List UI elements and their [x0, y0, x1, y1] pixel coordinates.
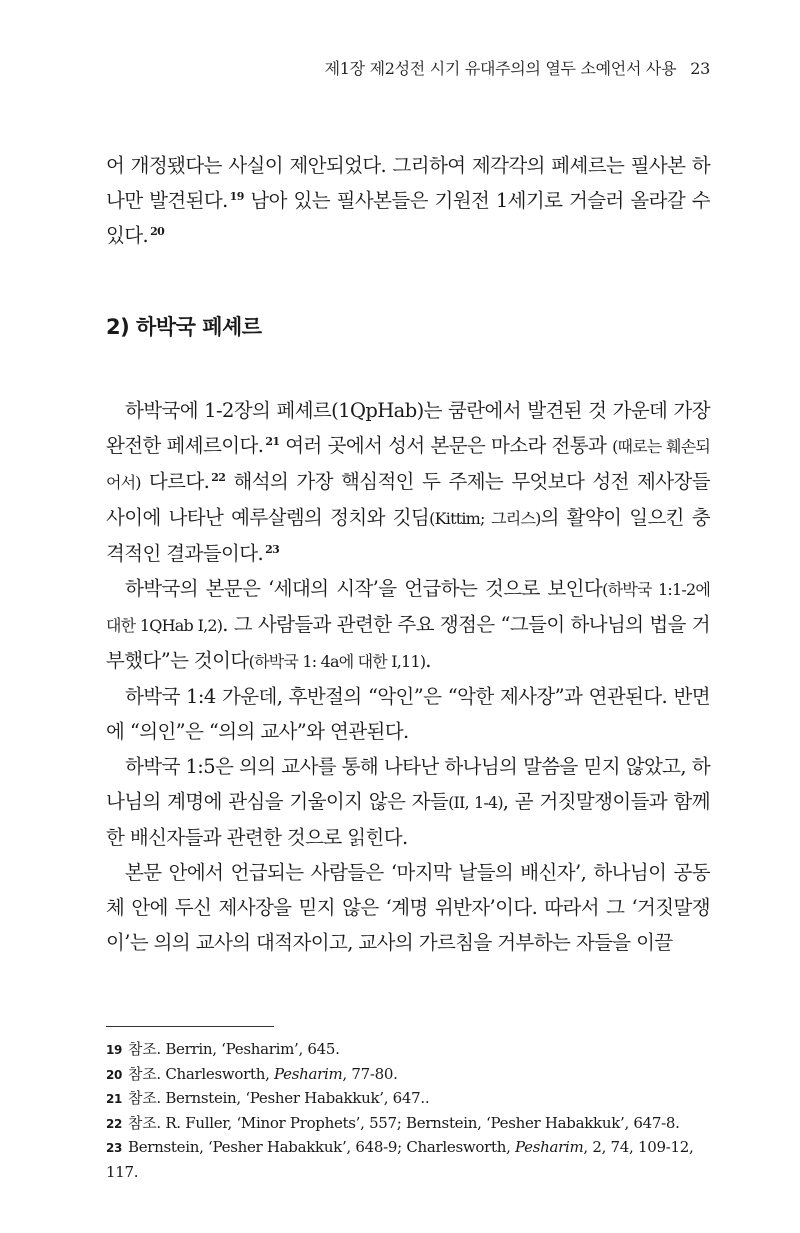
footnote-ref-23[interactable]: 23	[265, 542, 280, 556]
footnote-23	[106, 1136, 726, 1184]
p2-text-2: 여러 곳에서 성서 본문은 마소라 전통과	[279, 434, 613, 457]
paragraph-1	[106, 148, 710, 253]
footnote-divider	[106, 1026, 274, 1027]
p2-text-1: 하박국에 1-2장의 페셰르(1QpHab)는 쿰란에서 발견된 것 가운데 가장 완전한 페셰르이다.	[106, 399, 710, 457]
p1-text-1: 어 개정됐다는 사실이 제안되었다. 그리하여 제각각의 페셰르는 필사본 하나만 발견된다.	[106, 154, 710, 212]
p5-text-2: , 곧 거짓말쟁이들과 함께한 배신자들과 관련한 것으로 읽힌다.	[106, 790, 710, 849]
footnote-ref-19[interactable]: 19	[229, 189, 244, 203]
paragraph-3	[106, 571, 710, 679]
p3-small-2: (하박국 1: 4a에 대한 I,11)	[248, 652, 426, 671]
footnote-19	[106, 1038, 726, 1063]
p3-small-1: (하박국 1:1-2에 대한 1QHab I,2)	[106, 580, 710, 635]
page-number: 23	[690, 59, 710, 78]
p1-text-2: 남아 있는 필사본들은 기원전 1세기로 거슬러 올라갈 수 있다.	[106, 189, 710, 247]
footnote-number: 23	[106, 1141, 123, 1155]
footnotes	[106, 1038, 726, 1184]
footnote-text-tail: , 77-80.	[342, 1064, 398, 1083]
p5-small-1: (II, 1-4)	[448, 793, 503, 812]
footnote-text: 참조. Charlesworth,	[128, 1064, 275, 1083]
p2-small-1: (때로는 훼손되어서)	[106, 437, 711, 492]
footnote-number: 22	[106, 1116, 123, 1131]
footnote-ref-22[interactable]: 22	[211, 470, 226, 484]
paragraph-6	[106, 855, 710, 960]
footnote-text-tail: , 2, 74, 109-12, 117.	[106, 1138, 694, 1181]
body-text	[106, 148, 710, 960]
p5-text-1: 하박국 1:5은 의의 교사를 통해 나타난 하나님의 말씀을 믿지 않았고, 하나님의 계명에 관심을 기울이지 않은 자들	[106, 755, 710, 813]
footnote-text: Bernstein, ‘Pesher Habakkuk’, 648-9; Charlesworth,	[128, 1138, 516, 1156]
paragraph-2	[106, 393, 710, 571]
footnote-italic-title: Pesharim	[274, 1064, 343, 1083]
running-header	[325, 56, 710, 79]
paragraph-5	[106, 749, 710, 855]
p2-text-5: 의 활약이 일으킨 충격적인 결과들이다.	[106, 506, 711, 565]
footnote-text: 참조. Berrin, ‘Pesharim’, 645.	[128, 1040, 340, 1058]
p3-text-1: 하박국의 본문은 ‘세대의 시작’을 언급하는 것으로 보인다	[125, 577, 603, 600]
p3-text-2: . 그 사람들과 관련한 주요 쟁점은 “그들이 하나님의 법을 거부했다”는 것이다	[106, 613, 711, 672]
footnote-20	[106, 1063, 726, 1088]
footnote-21	[106, 1087, 726, 1112]
footnote-italic-title: Pesharim	[515, 1138, 584, 1156]
p4-text-1: 하박국 1:4 가운데, 후반절의 “악인”은 “악한 제사장”과 연관된다. 반면에 “의인”은 “의의 교사”와 연관된다.	[106, 685, 710, 743]
p2-small-2: (Kittim; 그리스)	[429, 509, 541, 528]
footnote-number: 21	[106, 1092, 123, 1106]
footnote-number: 20	[106, 1067, 123, 1082]
p2-text-3: 다르다.	[140, 470, 210, 493]
chapter-title: 제1장 제2성전 시기 유대주의의 열두 소예언서 사용	[324, 59, 677, 78]
footnote-22	[106, 1112, 726, 1137]
paragraph-4	[106, 679, 710, 749]
footnote-number: 19	[106, 1043, 123, 1057]
p2-text-4: 해석의 가장 핵심적인 두 주제는 무엇보다 성전 제사장들 사이에 나타난 예루살렘의 정치와 깃딤	[106, 470, 710, 529]
p6-text-1: 본문 안에서 언급되는 사람들은 ‘마지막 날들의 배신자’, 하나님이 공동체 안에 두신 제사장을 믿지 않은 ‘계명 위반자’이다. 따라서 그 ‘거짓말쟁이’는 의의 교사의 대적자이고, 교사의 가르침을 거부하는 자들을 이끌	[106, 861, 710, 954]
footnote-text: 참조. R. Fuller, ‘Minor Prophets’, 557; Bernstein, ‘Pesher Habakkuk’, 647-8.	[128, 1113, 680, 1132]
section-heading: 2) 하박국 페셰르	[106, 315, 262, 339]
footnote-text: 참조. Bernstein, ‘Pesher Habakkuk’, 647..	[128, 1089, 430, 1107]
p3-text-3: .	[425, 649, 431, 672]
footnote-ref-21[interactable]: 21	[265, 434, 280, 448]
footnote-ref-20[interactable]: 20	[150, 224, 165, 238]
